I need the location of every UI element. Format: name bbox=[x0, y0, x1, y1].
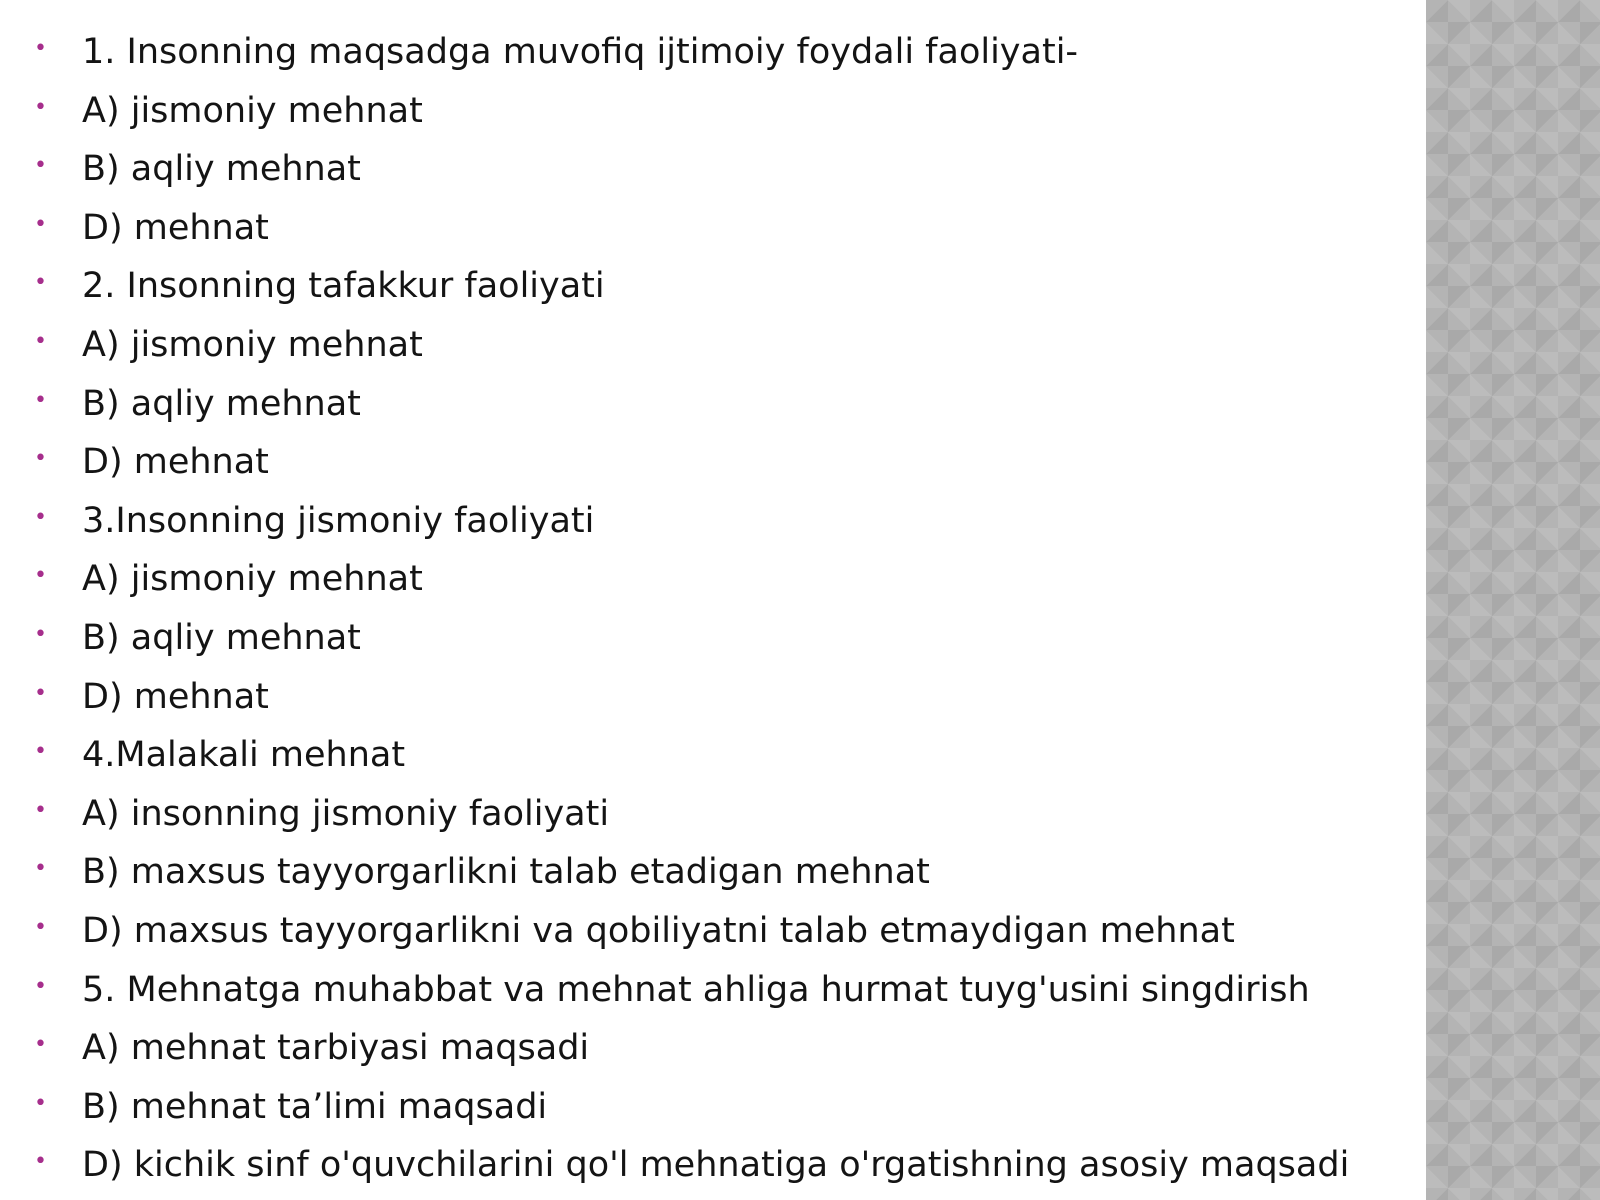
list-item-text: D) kichik sinf o'quvchilarini qo'l mehnatiga o'rgatishning asosiy maqsadi bbox=[82, 1145, 1350, 1186]
bullet-icon: • bbox=[34, 797, 47, 823]
bullet-icon: • bbox=[34, 211, 47, 237]
bullet-icon: • bbox=[34, 1090, 47, 1116]
list-item bbox=[0, 726, 1420, 785]
list-item-text: 4.Malakali mehnat bbox=[82, 735, 406, 776]
bullet-list bbox=[0, 23, 1420, 1195]
list-item-text: B) aqliy mehnat bbox=[82, 617, 361, 658]
decorative-side-panel bbox=[1426, 0, 1600, 1200]
list-item-text: A) jismoniy mehnat bbox=[82, 90, 423, 131]
list-item-text: A) mehnat tarbiyasi maqsadi bbox=[82, 1028, 590, 1069]
bullet-icon: • bbox=[34, 36, 47, 61]
bullet-icon: • bbox=[34, 1032, 47, 1058]
list-item bbox=[0, 257, 1420, 316]
bullet-icon: • bbox=[34, 680, 47, 706]
list-item-text: A) insonning jismoniy faoliyati bbox=[82, 793, 610, 834]
list-item-text: D) maxsus tayyorgarlikni va qobiliyatni talab etmaydigan mehnat bbox=[82, 910, 1235, 951]
list-item-text: D) mehnat bbox=[82, 207, 269, 248]
bullet-icon: • bbox=[34, 856, 47, 882]
list-item bbox=[0, 1019, 1420, 1078]
list-item-text: B) maxsus tayyorgarlikni talab etadigan mehnat bbox=[82, 852, 930, 893]
bullet-icon: • bbox=[34, 621, 47, 647]
bullet-icon: • bbox=[34, 739, 47, 765]
list-item-text: 2. Insonning tafakkur faoliyati bbox=[82, 266, 605, 307]
list-item bbox=[0, 609, 1420, 668]
list-item bbox=[0, 843, 1420, 902]
bullet-icon: • bbox=[34, 563, 47, 589]
bullet-icon: • bbox=[34, 387, 47, 413]
list-item bbox=[0, 140, 1420, 199]
list-item bbox=[0, 433, 1420, 492]
list-item bbox=[0, 492, 1420, 551]
list-item-text: 5. Mehnatga muhabbat va mehnat ahliga hurmat tuyg'usini singdirish bbox=[82, 969, 1310, 1010]
list-item-text: A) jismoniy mehnat bbox=[82, 324, 423, 365]
list-item-text: 1. Insonning maqsadga muvofiq ijtimoiy foydali faoliyati- bbox=[82, 32, 1079, 72]
list-item bbox=[0, 668, 1420, 727]
bullet-icon: • bbox=[34, 270, 47, 296]
bullet-icon: • bbox=[34, 914, 47, 940]
bullet-icon: • bbox=[34, 153, 47, 179]
list-item-text: A) jismoniy mehnat bbox=[82, 559, 423, 600]
bullet-icon: • bbox=[34, 1149, 47, 1175]
list-item-text: B) aqliy mehnat bbox=[82, 383, 361, 424]
list-item-text: 3.Insonning jismoniy faoliyati bbox=[82, 500, 595, 541]
bullet-icon: • bbox=[34, 328, 47, 354]
list-item bbox=[0, 550, 1420, 609]
list-item bbox=[0, 902, 1420, 961]
list-item bbox=[0, 199, 1420, 258]
bullet-icon: • bbox=[34, 446, 47, 472]
list-item bbox=[0, 316, 1420, 375]
list-item bbox=[0, 82, 1420, 141]
list-item bbox=[0, 961, 1420, 1020]
bullet-icon: • bbox=[34, 973, 47, 999]
list-item bbox=[0, 1078, 1420, 1137]
list-item bbox=[0, 375, 1420, 434]
bullet-icon: • bbox=[34, 504, 47, 530]
list-item-text: D) mehnat bbox=[82, 442, 269, 483]
list-item bbox=[0, 1136, 1420, 1195]
list-item bbox=[0, 23, 1420, 82]
list-item-text: B) aqliy mehnat bbox=[82, 149, 361, 190]
list-item-text: B) mehnat ta’limi maqsadi bbox=[82, 1086, 548, 1127]
list-item bbox=[0, 785, 1420, 844]
list-item-text: D) mehnat bbox=[82, 676, 269, 717]
bullet-icon: • bbox=[34, 94, 47, 120]
